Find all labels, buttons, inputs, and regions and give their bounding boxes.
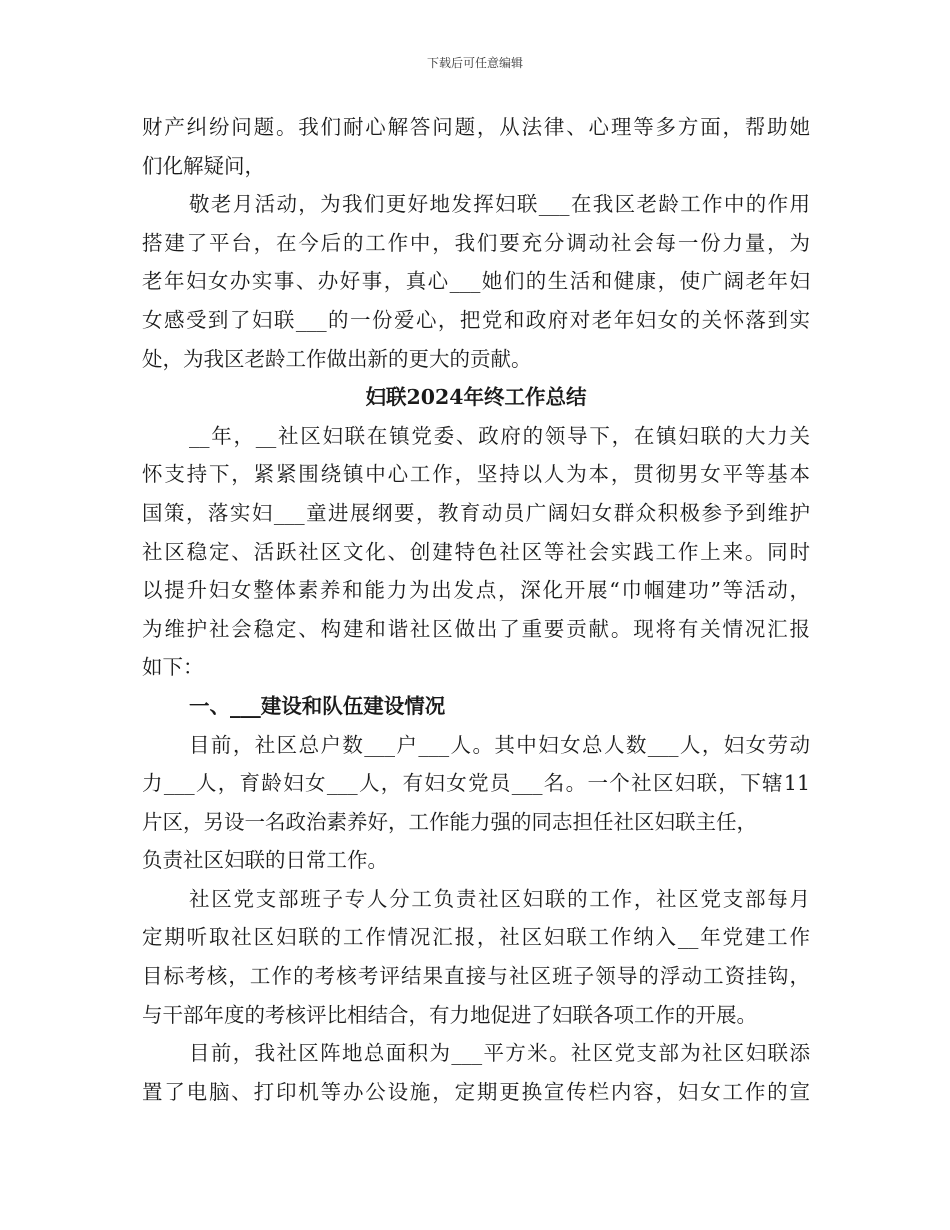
paragraph-start: 敬老月活动，为我们更好地发挥妇联___在我区老龄工作中的作用 (189, 192, 810, 217)
text-line: 们化解疑问， (142, 153, 265, 178)
text-line: 与干部年度的考核评比相结合，有力地促进了妇联各项工作的开展。 (142, 1002, 757, 1027)
text-line: 处，为我区老龄工作做出新的更大的贡献。 (142, 346, 532, 371)
text-line: 置了电脑、打印机等办公设施，定期更换宣传栏内容，妇女工作的宣 (142, 1079, 810, 1104)
paragraph-start: 社区党支部班子专人分工负责社区妇联的工作，社区党支部每月 (189, 886, 810, 911)
text-line: 以提升妇女整体素养和能力为出发点，深化开展“巾帼建功”等活动， (142, 578, 810, 603)
text-line: 定期听取社区妇联的工作情况汇报，社区妇联工作纳入__年党建工作 (142, 925, 810, 950)
text-line: 老年妇女办实事、办好事，真心___她们的生活和健康，使广阔老年妇 (142, 269, 810, 294)
text-line: 如下： (142, 655, 204, 680)
paragraph-start: __年，__社区妇联在镇党委、政府的领导下，在镇妇联的大力关 (189, 423, 810, 448)
text-line: 怀支持下，紧紧围绕镇中心工作，坚持以人为本，贯彻男女平等基本 (142, 462, 810, 487)
text-line: 为维护社会稳定、构建和谐社区做出了重要贡献。现将有关情况汇报 (142, 616, 810, 641)
text-line: 女感受到了妇联___的一份爱心，把党和政府对老年妇女的关怀落到实 (142, 307, 810, 332)
text-line: 国策，落实妇___童进展纲要，教育动员广阔妇女群众积极参予到维护 (142, 500, 810, 525)
paragraph-start: 目前，我社区阵地总面积为___平方米。社区党支部为社区妇联添 (189, 1041, 810, 1066)
text-line: 搭建了平台，在今后的工作中，我们要充分调动社会每一份力量，为 (142, 230, 810, 255)
subsection-heading: 一、___建设和队伍建设情况 (189, 693, 446, 718)
text-line: 片区，另设一名政治素养好，工作能力强的同志担任社区妇联主任， (142, 809, 757, 834)
text-line: 力___人，育龄妇女___人，有妇女党员___名。一个社区妇联，下辖11 (142, 771, 810, 796)
text-line: 财产纠纷问题。我们耐心解答问题，从法律、心理等多方面，帮助她 (142, 115, 810, 139)
page-header: 下载后可任意编辑 (426, 56, 523, 70)
text-line: 目标考核，工作的考核考评结果直接与社区班子领导的浮动工资挂钩， (142, 964, 810, 989)
document-body (142, 108, 810, 1111)
text-line: 负责社区妇联的日常工作。 (142, 848, 388, 873)
paragraph-start: 目前，社区总户数___户___人。其中妇女总人数___人，妇女劳动 (189, 732, 810, 757)
section-title: 妇联2024年终工作总结 (365, 385, 587, 410)
text-line: 社区稳定、活跃社区文化、创建特色社区等社会实践工作上来。同时 (142, 539, 810, 564)
